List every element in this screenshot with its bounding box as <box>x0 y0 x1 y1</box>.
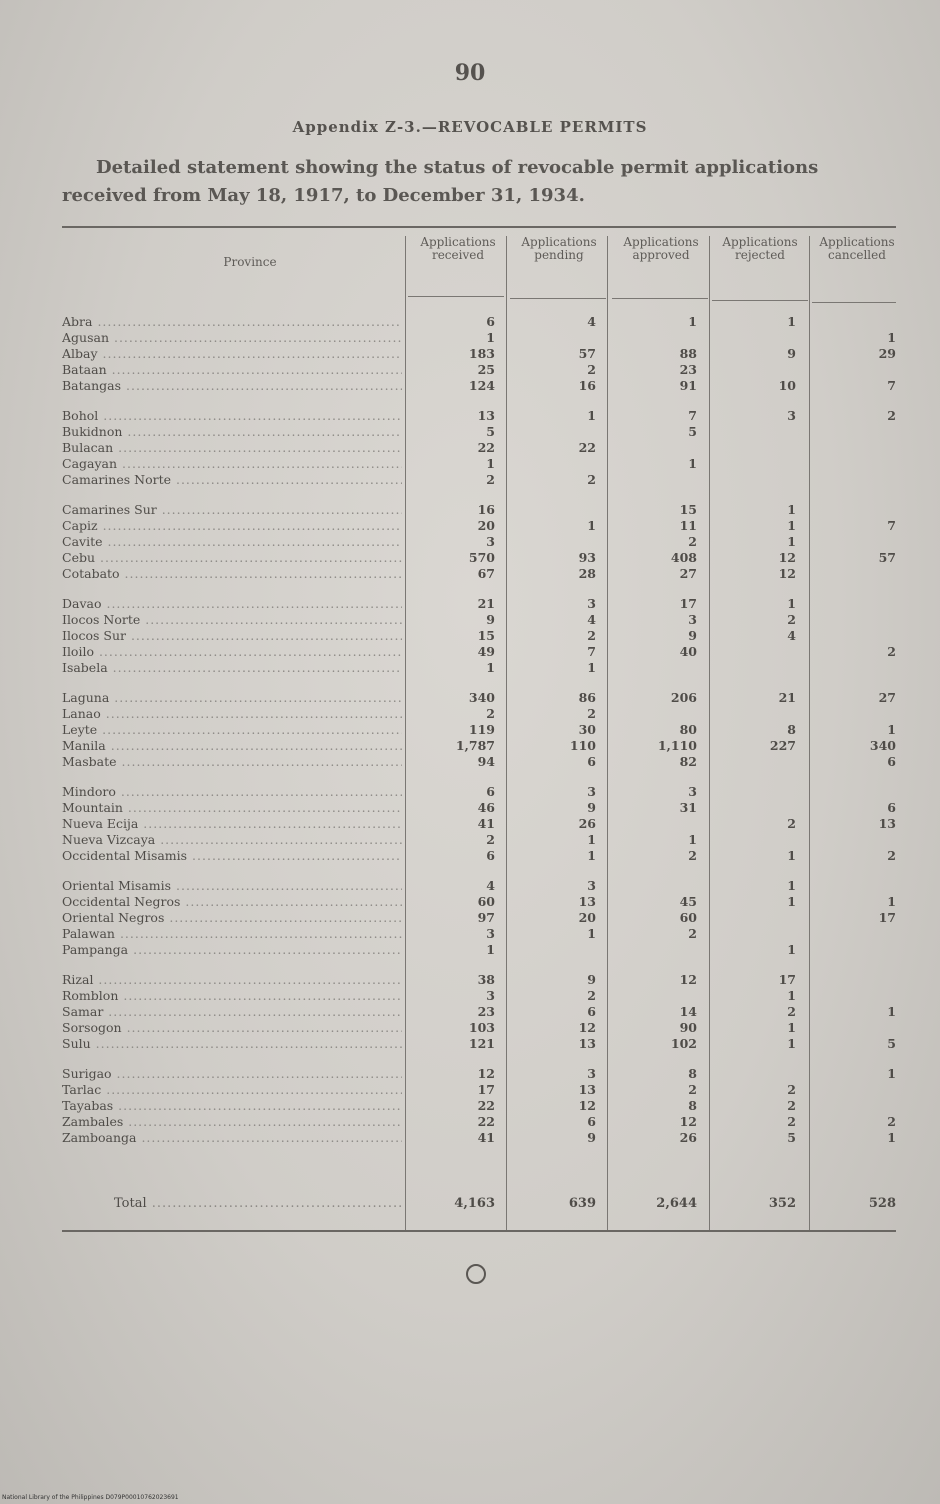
cell-approved: 7 <box>688 408 697 423</box>
cell-cancelled: 7 <box>887 378 896 393</box>
cell-received: 9 <box>486 612 495 627</box>
cell-pending: 57 <box>578 346 596 361</box>
table-row <box>62 910 902 926</box>
province-name: Masbate ..... <box>62 754 402 770</box>
cell-approved: 8 <box>688 1098 697 1113</box>
province-name: Ilocos Norte ..... <box>62 612 402 628</box>
province-name: Bulacan ..... <box>62 440 402 456</box>
cell-rejected: 12 <box>778 550 796 565</box>
total-cancelled: 528 <box>868 1196 896 1211</box>
province-name: Sulu ..... <box>62 1036 402 1052</box>
cell-rejected: 5 <box>787 1130 796 1145</box>
cell-approved: 102 <box>670 1036 697 1051</box>
cell-pending: 1 <box>587 518 596 533</box>
total-approved: 2,644 <box>656 1196 697 1211</box>
cell-approved: 3 <box>688 612 697 627</box>
province-group <box>62 878 902 958</box>
province-name: Albay ..... <box>62 346 402 362</box>
table-row <box>62 566 902 582</box>
province-name: Tarlac ..... <box>62 1082 402 1098</box>
cell-approved: 82 <box>679 754 697 769</box>
cell-pending: 6 <box>587 1114 596 1129</box>
province-name: Mindoro ..... <box>62 784 402 800</box>
table-row <box>62 628 902 644</box>
circle-mark <box>466 1264 486 1284</box>
province-name: Camarines Sur ..... <box>62 502 402 518</box>
cell-rejected: 1 <box>787 848 796 863</box>
archive-footer: National Library of the Philippines D079P00010762023691 <box>2 1494 179 1501</box>
cell-received: 6 <box>486 848 495 863</box>
cell-received: 4 <box>486 878 495 893</box>
table-row <box>62 408 902 424</box>
cell-pending: 2 <box>587 472 596 487</box>
cell-rejected: 9 <box>787 346 796 361</box>
table-row <box>62 832 902 848</box>
table-row <box>62 1082 902 1098</box>
appendix-title: Appendix Z-3.—REVOCABLE PERMITS <box>292 118 648 136</box>
table-row <box>62 988 902 1004</box>
cell-approved: 90 <box>679 1020 697 1035</box>
province-table-body <box>62 314 902 1160</box>
cell-approved: 2 <box>688 926 697 941</box>
province-name: Bohol ..... <box>62 408 402 424</box>
header-rule <box>612 298 708 299</box>
cell-rejected: 12 <box>778 566 796 581</box>
cell-approved: 1 <box>688 456 697 471</box>
province-name: Camarines Norte ..... <box>62 472 402 488</box>
header-rule <box>510 298 606 299</box>
cell-rejected: 1 <box>787 1036 796 1051</box>
province-name: Agusan ..... <box>62 330 402 346</box>
total-pending: 639 <box>568 1196 596 1211</box>
table-row <box>62 518 902 534</box>
cell-approved: 14 <box>679 1004 697 1019</box>
cell-pending: 2 <box>587 628 596 643</box>
cell-approved: 23 <box>679 362 697 377</box>
cell-approved: 88 <box>679 346 697 361</box>
cell-approved: 9 <box>688 628 697 643</box>
table-row <box>62 456 902 472</box>
cell-cancelled: 1 <box>887 1004 896 1019</box>
province-name: Zamboanga ..... <box>62 1130 402 1146</box>
cell-cancelled: 5 <box>887 1036 896 1051</box>
cell-cancelled: 17 <box>878 910 896 925</box>
province-name: Manila ..... <box>62 738 402 754</box>
province-name: Zambales ..... <box>62 1114 402 1130</box>
province-name: Capiz ..... <box>62 518 402 534</box>
cell-rejected: 21 <box>778 690 796 705</box>
province-name: Iloilo ..... <box>62 644 402 660</box>
cell-received: 67 <box>477 566 495 581</box>
cell-received: 121 <box>468 1036 495 1051</box>
province-name: Nueva Vizcaya ..... <box>62 832 402 848</box>
column-header-rejected: Applications rejected <box>722 235 798 262</box>
cell-received: 5 <box>486 424 495 439</box>
cell-rejected: 1 <box>787 988 796 1003</box>
cell-received: 6 <box>486 784 495 799</box>
cell-approved: 5 <box>688 424 697 439</box>
cell-rejected: 2 <box>787 612 796 627</box>
page-number: 90 <box>454 60 486 86</box>
cell-rejected: 1 <box>787 894 796 909</box>
cell-cancelled: 2 <box>887 644 896 659</box>
table-row <box>62 346 902 362</box>
table-row <box>62 534 902 550</box>
cell-received: 38 <box>477 972 495 987</box>
cell-cancelled: 1 <box>887 330 896 345</box>
cell-received: 570 <box>468 550 495 565</box>
cell-received: 22 <box>477 1098 495 1113</box>
cell-cancelled: 57 <box>878 550 896 565</box>
cell-rejected: 2 <box>787 1004 796 1019</box>
cell-approved: 1 <box>688 314 697 329</box>
cell-approved: 91 <box>679 378 697 393</box>
cell-pending: 3 <box>587 878 596 893</box>
cell-pending: 9 <box>587 800 596 815</box>
table-row <box>62 942 902 958</box>
table-row <box>62 596 902 612</box>
table-row <box>62 1114 902 1130</box>
cell-received: 41 <box>477 816 495 831</box>
cell-pending: 3 <box>587 784 596 799</box>
cell-rejected: 1 <box>787 314 796 329</box>
province-name: Pampanga ..... <box>62 942 402 958</box>
cell-pending: 7 <box>587 644 596 659</box>
cell-received: 6 <box>486 314 495 329</box>
cell-received: 97 <box>477 910 495 925</box>
cell-approved: 408 <box>670 550 697 565</box>
table-row <box>62 378 902 394</box>
table-row <box>62 926 902 942</box>
province-name: Occidental Misamis ..... <box>62 848 402 864</box>
cell-approved: 27 <box>679 566 697 581</box>
cell-rejected: 1 <box>787 502 796 517</box>
province-group <box>62 1066 902 1146</box>
cell-pending: 2 <box>587 362 596 377</box>
province-name: Ilocos Sur ..... <box>62 628 402 644</box>
cell-pending: 3 <box>587 596 596 611</box>
province-name: Oriental Misamis ..... <box>62 878 402 894</box>
table-row <box>62 784 902 800</box>
cell-pending: 2 <box>587 988 596 1003</box>
table-row <box>62 972 902 988</box>
cell-received: 94 <box>477 754 495 769</box>
cell-approved: 26 <box>679 1130 697 1145</box>
cell-rejected: 1 <box>787 1020 796 1035</box>
cell-approved: 206 <box>670 690 697 705</box>
province-name: Davao ..... <box>62 596 402 612</box>
cell-received: 21 <box>477 596 495 611</box>
cell-received: 46 <box>477 800 495 815</box>
cell-approved: 12 <box>679 1114 697 1129</box>
cell-pending: 6 <box>587 754 596 769</box>
cell-received: 124 <box>468 378 495 393</box>
province-group <box>62 784 902 864</box>
cell-pending: 30 <box>578 722 596 737</box>
cell-approved: 80 <box>679 722 697 737</box>
province-name: Cebu ..... <box>62 550 402 566</box>
column-header-cancelled: Applications cancelled <box>819 235 895 262</box>
total-rejected: 352 <box>768 1196 796 1211</box>
cell-received: 12 <box>477 1066 495 1081</box>
cell-rejected: 1 <box>787 518 796 533</box>
header-rule <box>408 296 504 297</box>
province-name: Samar ..... <box>62 1004 402 1020</box>
table-row <box>62 816 902 832</box>
cell-received: 20 <box>477 518 495 533</box>
header-rule <box>712 300 808 301</box>
total-row <box>62 1196 902 1216</box>
cell-rejected: 227 <box>769 738 796 753</box>
table-row <box>62 1098 902 1114</box>
cell-rejected: 2 <box>787 1082 796 1097</box>
cell-cancelled: 6 <box>887 754 896 769</box>
cell-pending: 1 <box>587 926 596 941</box>
table-row <box>62 800 902 816</box>
cell-pending: 86 <box>578 690 596 705</box>
cell-rejected: 2 <box>787 1114 796 1129</box>
cell-received: 60 <box>477 894 495 909</box>
table-bottom-rule <box>62 1230 896 1232</box>
cell-received: 22 <box>477 1114 495 1129</box>
cell-pending: 6 <box>587 1004 596 1019</box>
subtitle: Detailed statement showing the status of revocable permit applications received from May 18, 1917, to December 31, 1934. <box>62 157 819 206</box>
cell-approved: 1 <box>688 832 697 847</box>
cell-rejected: 2 <box>787 816 796 831</box>
province-name: Cavite ..... <box>62 534 402 550</box>
cell-pending: 9 <box>587 972 596 987</box>
cell-cancelled: 13 <box>878 816 896 831</box>
cell-approved: 1,110 <box>657 738 697 753</box>
cell-received: 17 <box>477 1082 495 1097</box>
cell-pending: 12 <box>578 1020 596 1035</box>
cell-received: 1 <box>486 660 495 675</box>
cell-received: 183 <box>468 346 495 361</box>
province-name: Batangas ..... <box>62 378 402 394</box>
table-row <box>62 472 902 488</box>
province-name: Nueva Ecija ..... <box>62 816 402 832</box>
cell-received: 1 <box>486 330 495 345</box>
cell-received: 119 <box>468 722 495 737</box>
province-group <box>62 690 902 770</box>
table-row <box>62 894 902 910</box>
table-row <box>62 424 902 440</box>
cell-received: 3 <box>486 988 495 1003</box>
cell-cancelled: 6 <box>887 800 896 815</box>
province-name: Sorsogon ..... <box>62 1020 402 1036</box>
cell-rejected: 17 <box>778 972 796 987</box>
province-name: Palawan ..... <box>62 926 402 942</box>
cell-pending: 1 <box>587 848 596 863</box>
province-name: Abra ..... <box>62 314 402 330</box>
cell-pending: 93 <box>578 550 596 565</box>
table-row <box>62 660 902 676</box>
cell-received: 25 <box>477 362 495 377</box>
cell-received: 3 <box>486 926 495 941</box>
table-row <box>62 314 902 330</box>
table-row <box>62 440 902 456</box>
province-name: Occidental Negros ..... <box>62 894 402 910</box>
cell-cancelled: 29 <box>878 346 896 361</box>
cell-received: 15 <box>477 628 495 643</box>
province-name: Bukidnon ..... <box>62 424 402 440</box>
table-row <box>62 644 902 660</box>
cell-cancelled: 27 <box>878 690 896 705</box>
cell-received: 2 <box>486 832 495 847</box>
cell-approved: 11 <box>679 518 697 533</box>
column-header-received: Applications received <box>420 235 496 262</box>
province-group <box>62 502 902 582</box>
province-name: Bataan ..... <box>62 362 402 378</box>
cell-rejected: 1 <box>787 596 796 611</box>
province-group <box>62 408 902 488</box>
cell-approved: 8 <box>688 1066 697 1081</box>
cell-pending: 28 <box>578 566 596 581</box>
cell-cancelled: 2 <box>887 848 896 863</box>
cell-cancelled: 2 <box>887 1114 896 1129</box>
table-row <box>62 612 902 628</box>
cell-received: 41 <box>477 1130 495 1145</box>
cell-rejected: 10 <box>778 378 796 393</box>
table-row <box>62 690 902 706</box>
cell-pending: 20 <box>578 910 596 925</box>
total-label: Total ..... <box>114 1196 404 1211</box>
province-name: Laguna ..... <box>62 690 402 706</box>
cell-approved: 31 <box>679 800 697 815</box>
table-row <box>62 738 902 754</box>
cell-pending: 13 <box>578 1036 596 1051</box>
province-name: Cagayan ..... <box>62 456 402 472</box>
cell-cancelled: 1 <box>887 1066 896 1081</box>
cell-rejected: 1 <box>787 942 796 957</box>
cell-pending: 13 <box>578 1082 596 1097</box>
column-header-approved: Applications approved <box>623 235 699 262</box>
cell-received: 13 <box>477 408 495 423</box>
cell-approved: 2 <box>688 1082 697 1097</box>
table-row <box>62 330 902 346</box>
cell-approved: 2 <box>688 534 697 549</box>
table-row <box>62 1130 902 1146</box>
cell-pending: 12 <box>578 1098 596 1113</box>
cell-rejected: 3 <box>787 408 796 423</box>
province-name: Mountain ..... <box>62 800 402 816</box>
cell-received: 49 <box>477 644 495 659</box>
cell-pending: 26 <box>578 816 596 831</box>
cell-pending: 3 <box>587 1066 596 1081</box>
column-header-pending: Applications pending <box>521 235 597 262</box>
cell-pending: 16 <box>578 378 596 393</box>
cell-rejected: 4 <box>787 628 796 643</box>
table-row <box>62 878 902 894</box>
cell-pending: 13 <box>578 894 596 909</box>
cell-pending: 22 <box>578 440 596 455</box>
province-name: Rizal ..... <box>62 972 402 988</box>
cell-received: 3 <box>486 534 495 549</box>
province-name: Oriental Negros ..... <box>62 910 402 926</box>
cell-cancelled: 1 <box>887 722 896 737</box>
cell-cancelled: 7 <box>887 518 896 533</box>
table-row <box>62 1004 902 1020</box>
table-row <box>62 502 902 518</box>
cell-approved: 3 <box>688 784 697 799</box>
cell-pending: 9 <box>587 1130 596 1145</box>
province-name: Lanao ..... <box>62 706 402 722</box>
table-row <box>62 1020 902 1036</box>
table-row <box>62 362 902 378</box>
cell-approved: 15 <box>679 502 697 517</box>
cell-rejected: 1 <box>787 878 796 893</box>
cell-approved: 17 <box>679 596 697 611</box>
header-rule <box>812 302 896 303</box>
cell-pending: 4 <box>587 314 596 329</box>
province-name: Cotabato ..... <box>62 566 402 582</box>
cell-cancelled: 2 <box>887 408 896 423</box>
province-name: Tayabas ..... <box>62 1098 402 1114</box>
cell-approved: 2 <box>688 848 697 863</box>
cell-received: 22 <box>477 440 495 455</box>
cell-approved: 12 <box>679 972 697 987</box>
province-group <box>62 972 902 1052</box>
cell-pending: 1 <box>587 832 596 847</box>
cell-rejected: 8 <box>787 722 796 737</box>
cell-received: 1 <box>486 942 495 957</box>
cell-rejected: 2 <box>787 1098 796 1113</box>
cell-approved: 40 <box>679 644 697 659</box>
cell-received: 1 <box>486 456 495 471</box>
province-name: Surigao ..... <box>62 1066 402 1082</box>
cell-received: 16 <box>477 502 495 517</box>
province-group <box>62 314 902 394</box>
cell-pending: 1 <box>587 408 596 423</box>
province-group <box>62 596 902 676</box>
table-row <box>62 1066 902 1082</box>
table-row <box>62 848 902 864</box>
cell-received: 1,787 <box>455 738 495 753</box>
column-header-province: Province <box>223 255 277 269</box>
table-row <box>62 550 902 566</box>
cell-received: 103 <box>468 1020 495 1035</box>
cell-approved: 45 <box>679 894 697 909</box>
total-received: 4,163 <box>454 1196 495 1211</box>
cell-cancelled: 1 <box>887 1130 896 1145</box>
cell-pending: 4 <box>587 612 596 627</box>
province-name: Leyte ..... <box>62 722 402 738</box>
cell-cancelled: 1 <box>887 894 896 909</box>
table-row <box>62 1036 902 1052</box>
table-top-rule <box>62 226 896 228</box>
cell-pending: 2 <box>587 706 596 721</box>
table-row <box>62 706 902 722</box>
cell-approved: 60 <box>679 910 697 925</box>
province-name: Romblon ..... <box>62 988 402 1004</box>
table-row <box>62 754 902 770</box>
cell-pending: 110 <box>569 738 596 753</box>
cell-pending: 1 <box>587 660 596 675</box>
province-name: Isabela ..... <box>62 660 402 676</box>
table-row <box>62 722 902 738</box>
cell-received: 2 <box>486 472 495 487</box>
cell-received: 2 <box>486 706 495 721</box>
cell-received: 23 <box>477 1004 495 1019</box>
cell-received: 340 <box>468 690 495 705</box>
cell-cancelled: 340 <box>869 738 896 753</box>
cell-rejected: 1 <box>787 534 796 549</box>
